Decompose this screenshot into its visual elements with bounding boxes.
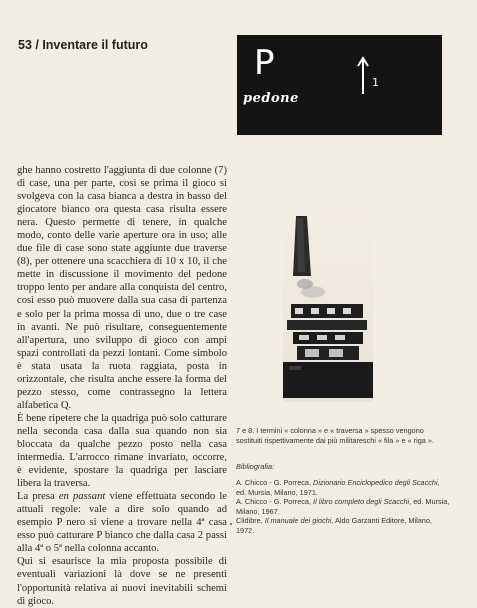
chess-piece-photo [283, 212, 373, 402]
body-paragraph: ghe hanno costretto l'aggiunta di due colonne (7) di case, una per parte, così se prima il gioco si svolgeva con la casa bianca a destra in basso del giocatore bianco ora questa casa risulta essere nera. Questo permette di tenere, in qualche modo, conto delle varie aperture ora in uso; alle due file di case sono state aggiunte due traverse (8), per ottenere una scacchiera di 10 x 10, il che mette in discussione il movimento del pedone troppo lento per andare alla conquista del centro, così esso può muovere dalla sua casa di partenza e solo per la prima mossa di uno, due o tre case in avanti. Ne può risultare, conseguentemente all'apertura, uno sviluppo di gioco con ampi spazi controllati da pezzi lontani. Come simbolo è stata usata la ruota raggiata, posta in orizzontale, che risulta anche essere la forma del pezzo stesso, come contrassegno la lettera alfabetica Q. [17, 165, 227, 411]
print-speck [230, 523, 232, 525]
body-paragraph: È bene ripetere che la quadriga può solo catturare nella seconda casa dalla sua quando non sia bloccata da qualche pezzo posto nella casa intermedia. L'arrocco rimane invariato, occorre, è evidente, spostare la quadriga per lasciare libera la traversa. [17, 412, 228, 490]
body-paragraph: La presa en passant viene effettuata secondo le attuali regole: vale a dire solo quando ad esempio P nero si viene a trovare nella 4ª casa esso può catturare P bianco che dalla casa 2 passi alla 4ª o 5ª nella colonna accanto. [17, 491, 227, 555]
figure-caption: 7 e 8. I termini « colonna » e « traversa » spesso vengono sostituiti rispettivamente dai più militareschi « fila » e « riga ». [236, 426, 434, 445]
body-paragraph: Qui si esaurisce la mia proposta possibile di eventuali variazioni là dove se ne presenti l'opportunità relativa ai nuovi inevitabili schemi di gioco. [17, 556, 227, 607]
bibliography-entry: A. Chicco - G. Porreca, Dizionario Enciclopedico degli Scacchi, ed. Mursia, Milano, 1971. [236, 478, 440, 497]
figure-letter-p: P [254, 43, 275, 83]
figure-number: 1 [372, 76, 379, 89]
bibliography-entry: Clidibre, Il manuale dei giochi, Aldo Garzanti Editore, Milano, 1972. [236, 516, 432, 535]
figure-word-pedone: pedone [243, 91, 299, 106]
main-text-column [17, 164, 227, 608]
bibliography-title: Bibliografia: [236, 462, 275, 471]
arrow-up-icon [356, 56, 370, 96]
page-header: 53 / Inventare il futuro [18, 38, 148, 52]
bibliography-list [236, 478, 450, 536]
bibliography-entry: A. Chicco - G. Porreca, Il libro completo degli Scacchi, ed. Mursia, Milano, 1967. [236, 497, 450, 516]
